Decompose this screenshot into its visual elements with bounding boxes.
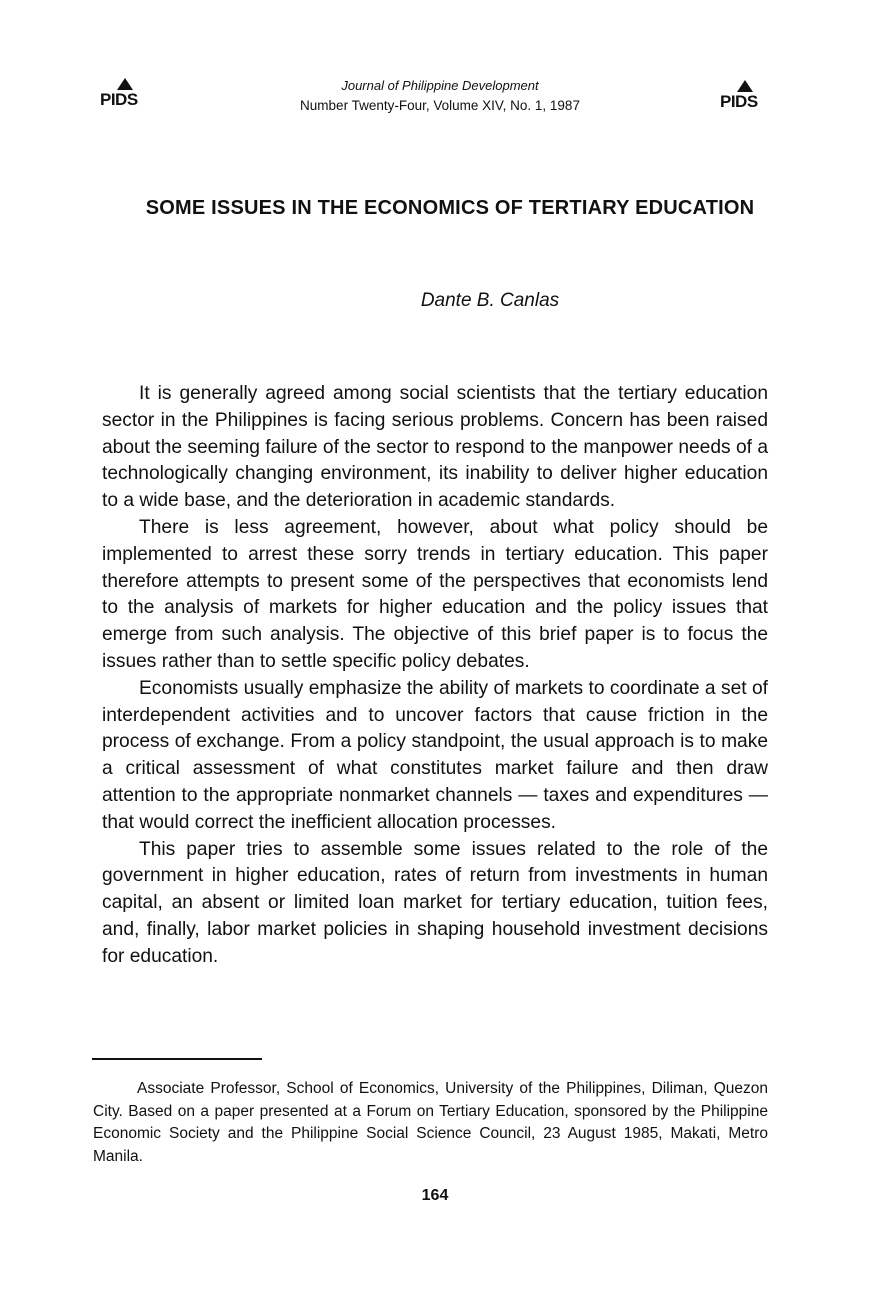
journal-name: Journal of Philippine Development <box>341 78 539 93</box>
paragraph: Economists usually emphasize the ability of markets to coordinate a set of interdependent activities and to uncover factors that cause friction in the process of exchange. From a policy standpoint, the usual approach is to make a critical assessment of what constitutes market failure and then draw attention to the appropriate nonmarket channels — taxes and expenditures — that would correct the inefficient allocation processes. <box>102 677 768 833</box>
article-author: Dante B. Canlas <box>420 290 560 311</box>
paragraph: It is generally agreed among social scientists that the tertiary education sector in the Philippines is facing serious problems. Concern has been raised about the seeming failure of the sector to respond to the manpower needs of a technologically changing environment, its inability to deliver higher education to a wide base, and the deterioration in academic standards. <box>102 383 768 512</box>
footnote-divider <box>92 1058 262 1060</box>
pids-logo-right <box>720 80 770 110</box>
pids-logo-left <box>100 78 150 108</box>
paragraph: This paper tries to assemble some issues related to the role of the government in higher education, rates of return from investments in human capital, an absent or limited loan market for tertiary education, tuition fees, and, finally, labor market policies in shaping household investment decisions for education. <box>102 838 768 967</box>
logo-left-text: PIDS <box>100 90 138 109</box>
logo-right-text: PIDS <box>720 92 758 111</box>
article-title: SOME ISSUES IN THE ECONOMICS OF TERTIARY EDUCATION <box>145 197 755 219</box>
author-footnote: Associate Professor, School of Economics, University of the Philippines, Diliman, Quezon City. Based on a paper presented at a Forum on Tertiary Education, sponsored by the Philippine Economic Society and the Philippine Social Science Council, 23 August 1985, Makati, Metro Manila. <box>93 1080 768 1165</box>
journal-issue: Number Twenty-Four, Volume XIV, No. 1, 1987 <box>300 98 580 113</box>
article-body <box>102 381 768 971</box>
paragraph: There is less agreement, however, about what policy should be implemented to arrest these sorry trends in tertiary education. This paper therefore attempts to present some of the perspectives that economists lend to the analysis of markets for higher education and the policy issues that emerge from such analysis. The objective of this brief paper is to focus the issues rather than to settle specific policy debates. <box>102 516 768 672</box>
page-number: 164 <box>421 1187 449 1204</box>
